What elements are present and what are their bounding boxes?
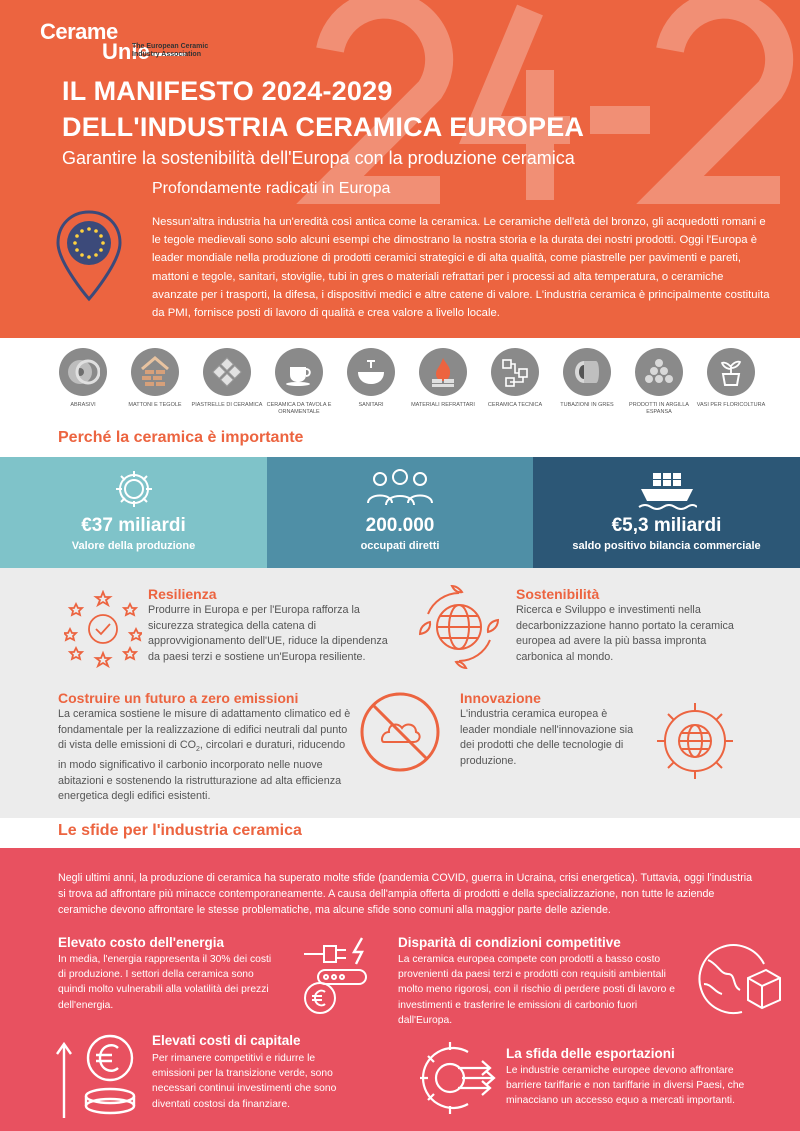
product-label: VASI PER FLORICOLTURA	[696, 402, 766, 408]
product-label: MATTONI E TEGOLE	[128, 402, 182, 408]
challenge-title-competition: Disparità di condizioni competitive	[398, 935, 621, 950]
challenge-title-capital: Elevati costi di capitale	[152, 1033, 301, 1048]
product-label: MATERIALI REFRATTARI	[411, 402, 475, 408]
challenge-text-export: Le industrie ceramiche europee devono affrontare barriere tariffarie e non tariffarie in diversi Paesi, che minacciano un accesso equo a mercati importanti.	[506, 1065, 745, 1107]
challenge-title-export: La sfida delle esportazioni	[506, 1046, 675, 1061]
globe-gear-icon	[652, 698, 738, 784]
benefit-title-zero-emissions: Costruire un futuro a zero emissioni	[58, 690, 299, 706]
tiles-icon	[203, 348, 251, 396]
benefit-title-innovation: Innovazione	[460, 690, 541, 706]
challenges-intro: Negli ultimi anni, la produzione di ceramica ha superato molte sfide (pandemia COVID, guerra in Ucraina, crisi energetica). Tuttavia, oggi l'industria si trova ad affrontare più minacce contemporaneamente. A causa dell'ampia offerta di prodotti e della specializzazione, non tutte le aziende ceramiche devono affrontare le stesse problematiche, ma alcune sfide sono comuni alla maggior parte delle aziende.	[58, 872, 753, 917]
fire-icon	[419, 348, 467, 396]
logo-tagline-line2: Industry Association	[132, 51, 201, 58]
benefit-text-subscript: 2	[196, 746, 200, 754]
benefit-text-resilience: Produrre in Europa e per l'Europa rafforza la sicurezza strategica della catena di approvvigionamento dell'UE, riduce la dipendenza da paesi terzi e sostiene un'Europa resiliente.	[148, 604, 388, 663]
challenge-text-capital: Per rimanere competitivi e ridurre le emissioni per la transizione verde, sono necessari continui investimenti che sono diventati costosi da finanziare.	[152, 1053, 337, 1110]
benefit-text-sustainability: Ricerca e Sviluppo e investimenti nella decarbonizzazione hanno portato la ceramica europea ad avere la più bassa impronta carbonica al mondo.	[516, 604, 734, 663]
euro-coins-arrow-icon	[54, 1032, 144, 1122]
hero-banner	[0, 0, 800, 338]
stat-trade-balance	[533, 457, 800, 568]
circuit-icon	[491, 348, 539, 396]
product-label: TUBAZIONI IN GRES	[560, 402, 614, 408]
section-title-challenges: Le sfide per l'industria ceramica	[58, 822, 302, 839]
cargo-ship-icon	[637, 467, 697, 513]
benefit-text-innovation: L'industria ceramica europea è leader mondiale nell'innovazione sia dei prodotti che delle tecnologie di produzione.	[460, 708, 634, 767]
product-label: SANITARI	[358, 402, 384, 408]
product-item	[407, 348, 479, 409]
challenge-text-competition: La ceramica europea compete con prodotti a basso costo provenienti da paesi terzi e prodotti con requisiti ambientali molto meno rigorosi, con il rischio di perdere posti di lavoro e investimenti e trasferire le emissioni di carbonio fuori dall'Europa.	[398, 954, 676, 1026]
abrasive-disc-icon	[59, 348, 107, 396]
section-title-rooted: Profondamente radicati in Europa	[152, 180, 391, 197]
stat-value: 200.000	[365, 515, 435, 536]
no-cloud-icon	[356, 688, 444, 776]
challenges-section	[0, 848, 800, 1131]
export-gear-arrows-icon	[412, 1036, 496, 1120]
sink-icon	[347, 348, 395, 396]
stat-production-value	[0, 457, 267, 568]
benefit-text-part: , circolari e duraturi, riducendo in modo significativo il carbonio incorporato nelle nuove abitazioni e sostenendo la ristrutturazione ad alta efficienza energetica degli edifici esistenti.	[58, 739, 346, 803]
gear-icon	[112, 467, 156, 511]
people-icon	[360, 467, 440, 511]
benefit-text-part: La ceramica sostiene le misure di adattamento climatico ed è fondamentale per la realizzazione di edifici neutrali dal punto di vista delle emissioni di CO	[58, 708, 351, 752]
challenge-title-energy: Elevato costo dell'energia	[58, 935, 225, 950]
product-item	[695, 348, 767, 409]
logo-word-2: Unie	[102, 39, 150, 64]
benefits-section	[0, 568, 800, 818]
globe-leaves-icon	[414, 584, 504, 670]
challenge-text-energy: In media, l'energia rappresenta il 30% dei costi di produzione. I settori della ceramica sono quindi molto vulnerabili alla volatilità dei prezzi dell'energia.	[58, 954, 272, 1011]
product-item	[263, 348, 335, 415]
benefit-text-zero-emissions	[58, 707, 356, 805]
logo-tagline	[132, 43, 222, 59]
product-item	[191, 348, 263, 409]
product-label: CERAMICA TECNICA	[487, 402, 543, 408]
page-title-line1: IL MANIFESTO 2024-2029	[62, 76, 393, 106]
product-item	[47, 348, 119, 409]
product-label: ABRASIVI	[70, 402, 96, 408]
product-item	[335, 348, 407, 409]
product-label: PRODOTTI IN ARGILLA ESPANSA	[629, 402, 689, 415]
globe-box-icon	[692, 934, 782, 1024]
product-item	[119, 348, 191, 409]
stats-band	[0, 457, 800, 568]
page-title-line2: DELL'INDUSTRIA CERAMICA EUROPEA	[62, 112, 585, 142]
benefit-title-sustainability: Sostenibilità	[516, 586, 600, 602]
product-label: CERAMICA DA TAVOLA E ORNAMENTALE	[266, 402, 332, 415]
logo-word-1: Cerame	[40, 19, 118, 44]
pipe-icon	[563, 348, 611, 396]
energy-plug-euro-icon	[296, 934, 382, 1018]
product-item	[551, 348, 623, 409]
benefit-title-resilience: Resilienza	[148, 586, 217, 602]
page-subtitle: Garantire la sostenibilità dell'Europa con la produzione ceramica	[62, 148, 575, 168]
clay-balls-icon	[635, 348, 683, 396]
stat-label: saldo positivo bilancia commerciale	[572, 540, 761, 552]
stat-label: occupati diretti	[360, 540, 440, 552]
plant-pot-icon	[707, 348, 755, 396]
europe-location-pin-icon	[54, 208, 124, 303]
cup-icon	[275, 348, 323, 396]
product-categories	[0, 338, 800, 426]
section-title-why: Perché la ceramica è importante	[58, 429, 304, 446]
logo-tagline-line1: The European Ceramic	[132, 43, 209, 50]
stat-value: €37 miliardi	[81, 515, 186, 536]
product-label: PIASTRELLE DI CERAMICA	[191, 402, 263, 408]
bricks-roof-icon	[131, 348, 179, 396]
stat-label: Valore della produzione	[71, 540, 196, 552]
product-item	[479, 348, 551, 409]
stars-check-icon	[64, 590, 142, 668]
intro-paragraph: Nessun'altra industria ha un'eredità così antica come la ceramica. Le ceramiche dell'età del bronzo, gli acquedotti romani e le tegole medievali sono solo alcuni esempi che dimostrano la nostra storia e la durata dei nostri prodotti. Oggi l'Europa è leader mondiale nella produzione di prodotti ceramici strategici e di alta qualità, come piastrelle per pavimenti e pareti, mattoni e tegole, sanitari, stoviglie, tubi in gres o materiali refrattari per i processi ad alta temperatura, o ceramiche avanzate per i trasporti, la difesa, i dispositivi medici e altre catene di valore. L'industria ceramica è principalmente costituita da PMI, fornisce posti di lavoro di qualità e crea valore a livello locale.	[152, 216, 770, 320]
stat-employees	[267, 457, 533, 568]
product-item	[623, 348, 695, 415]
stat-value: €5,3 miliardi	[611, 515, 722, 536]
